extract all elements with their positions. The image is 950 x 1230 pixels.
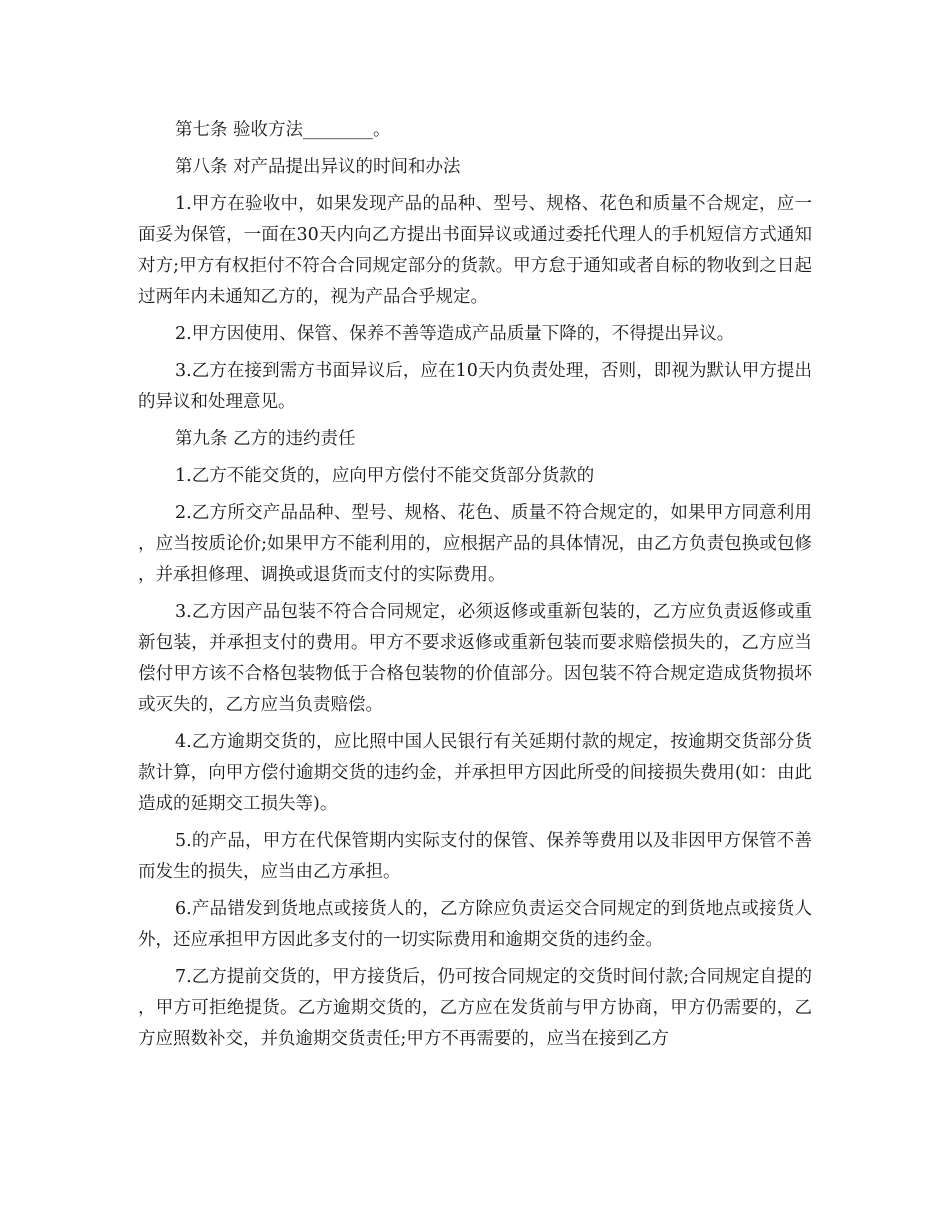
article-9-clause-5: 5.的产品，甲方在代保管期内实际支付的保管、保养等费用以及非因甲方保管不善而发生的损失，应当由乙方承担。 bbox=[138, 831, 812, 882]
article-8-heading: 第八条 对产品提出异议的时间和办法 bbox=[175, 157, 461, 177]
article-8-clause-2: 2.甲方因使用、保管、保养不善等造成产品质量下降的，不得提出异议。 bbox=[175, 324, 735, 344]
article-9-clause-7: 7.乙方提前交货的，甲方接货后，仍可按合同规定的交货时间付款;合同规定自提的，甲方可拒绝提货。乙方逾期交货的，乙方应在发货前与甲方协商，甲方仍需要的，乙方应照数补交，并负逾期交货责任;甲方不再需要的，应当在接到乙方 bbox=[138, 967, 812, 1049]
article-9-heading: 第九条 乙方的违约责任 bbox=[175, 429, 356, 449]
article-9-clause-2: 2.乙方所交产品品种、型号、规格、花色、质量不符合规定的，如果甲方同意利用，应当按质论价;如果甲方不能利用的，应根据产品的具体情况，由乙方负责包换或包修，并承担修理、调换或退货而支付的实际费用。 bbox=[138, 503, 812, 585]
article-9-clause-6: 6.产品错发到货地点或接货人的，乙方除应负责运交合同规定的到货地点或接货人外，还应承担甲方因此多支付的一切实际费用和逾期交货的违约金。 bbox=[138, 899, 812, 950]
article-9-clause-4: 4.乙方逾期交货的，应比照中国人民银行有关延期付款的规定，按逾期交货部分货款计算，向甲方偿付逾期交货的违约金，并承担甲方因此所受的间接损失费用(如：由此造成的延期交工损失等)。 bbox=[138, 732, 812, 814]
article-7-heading: 第七条 验收方法________。 bbox=[175, 120, 391, 140]
document-body bbox=[138, 115, 812, 1061]
article-8-clause-1: 1.甲方在验收中，如果发现产品的品种、型号、规格、花色和质量不合规定，应一面妥为保管，一面在30天内向乙方提出书面异议或通过委托代理人的手机短信方式通知对方;甲方有权拒付不符合合同规定部分的货款。甲方怠于通知或者自标的物收到之日起过两年内未通知乙方的，视为产品合乎规定。 bbox=[138, 194, 812, 307]
article-9-clause-1: 1.乙方不能交货的，应向甲方偿付不能交货部分货款的 bbox=[175, 466, 595, 486]
article-8-clause-3: 3.乙方在接到需方书面异议后，应在10天内负责处理，否则，即视为默认甲方提出的异议和处理意见。 bbox=[138, 361, 812, 412]
article-9-clause-3: 3.乙方因产品包装不符合合同规定，必须返修或重新包装的，乙方应负责返修或重新包装，并承担支付的费用。甲方不要求返修或重新包装而要求赔偿损失的，乙方应当偿付甲方该不合格包装物低于合格包装物的价值部分。因包装不符合规定造成货物损坏或灭失的，乙方应当负责赔偿。 bbox=[138, 602, 812, 715]
